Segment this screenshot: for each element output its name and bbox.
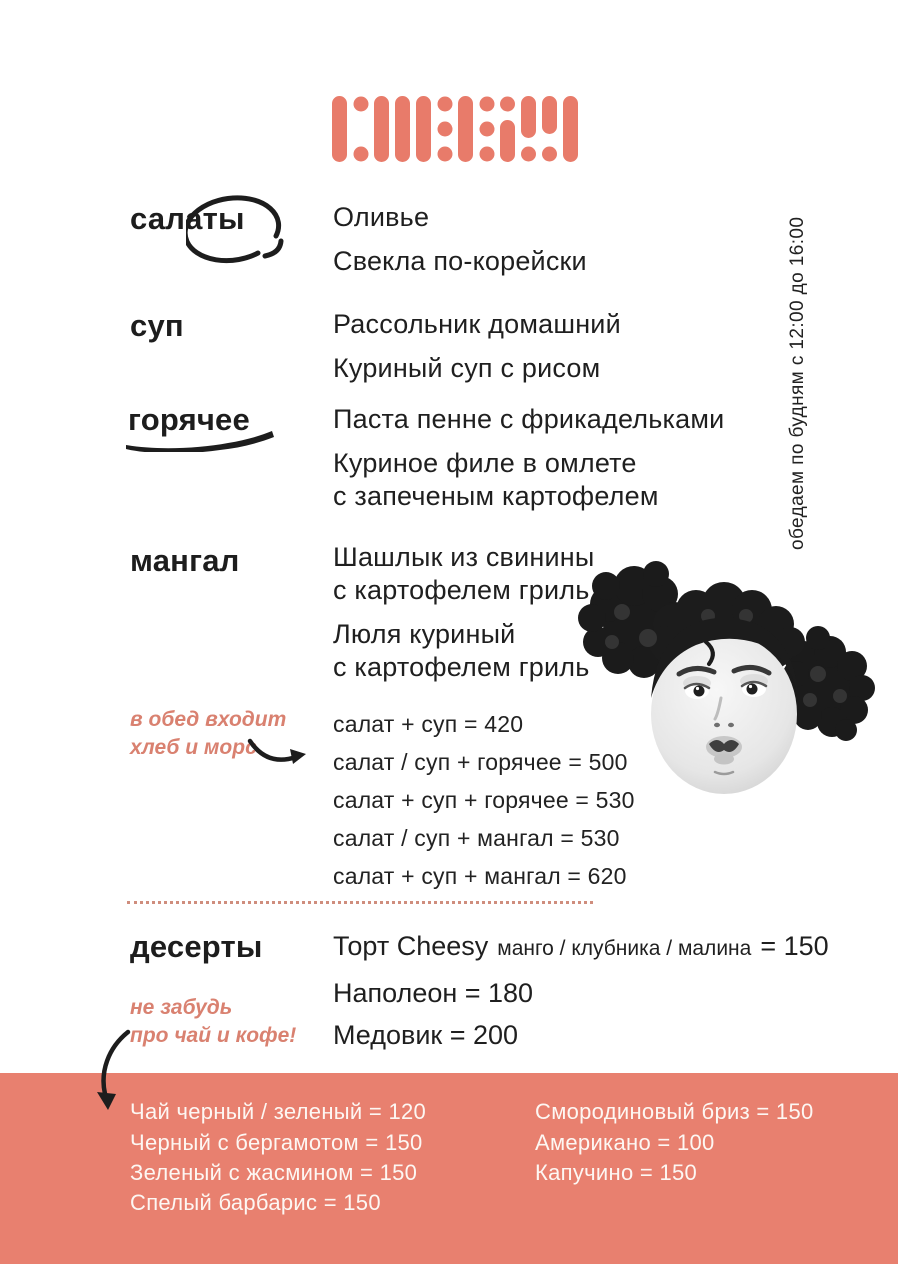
drink-item: Черный с бергамотом = 150	[130, 1130, 423, 1155]
dessert-item: Медовик = 200	[333, 1020, 519, 1050]
category-hot: горячее	[128, 402, 250, 437]
note-line: в обед входит	[130, 708, 287, 731]
menu-item	[333, 618, 589, 684]
drink-item: Американо = 100	[535, 1130, 715, 1155]
menu-item: Рассольник домашний	[333, 309, 621, 339]
category-grill: мангал	[130, 543, 240, 578]
menu-item-line: Люля куриный	[333, 619, 516, 649]
menu-item	[333, 541, 595, 607]
cake-name: Торт Cheesy	[333, 931, 489, 961]
dessert-cake-line	[333, 931, 829, 962]
arrow-right-icon	[246, 736, 312, 770]
cake-price: = 150	[760, 931, 829, 961]
drink-item: Спелый барбарис = 150	[130, 1190, 381, 1215]
drink-item: Капучино = 150	[535, 1160, 698, 1185]
girl-photo	[578, 546, 878, 818]
category-desserts: десерты	[130, 929, 263, 964]
menu-item	[333, 447, 659, 513]
menu-item-line: с картофелем гриль	[333, 575, 590, 605]
category-soup: суп	[130, 308, 184, 343]
cheesy-logo-icon	[332, 96, 578, 164]
combo-price: салат + суп + мангал = 620	[333, 863, 627, 889]
lunch-hours-note: обедаем по будням с 12:00 до 16:00	[787, 216, 808, 550]
menu-item: Свекла по-корейски	[333, 246, 587, 276]
menu-item: Оливье	[333, 202, 430, 232]
category-salads: салаты	[130, 201, 245, 236]
combo-price: салат + суп + горячее = 530	[333, 787, 635, 813]
menu-item-line: Шашлык из свинины	[333, 542, 595, 572]
combo-price: салат / суп + мангал = 530	[333, 825, 620, 851]
combo-price: салат / суп + горячее = 500	[333, 749, 628, 775]
cake-variants: манго / клубника / малина	[497, 937, 752, 960]
combo-price: салат + суп = 420	[333, 711, 524, 737]
drink-item: Смородиновый бриз = 150	[535, 1099, 814, 1124]
note-line: не забудь	[130, 996, 233, 1019]
menu-item: Паста пенне с фрикадельками	[333, 404, 725, 434]
drink-item: Чай черный / зеленый = 120	[130, 1099, 427, 1124]
menu-item: Куриный суп с рисом	[333, 353, 601, 383]
drink-item: Зеленый с жасмином = 150	[130, 1160, 418, 1185]
menu-item-line: Куриное филе в омлете	[333, 448, 637, 478]
tea-coffee-note	[130, 994, 296, 1050]
cheesy-logo	[332, 96, 578, 164]
menu-item-line: с картофелем гриль	[333, 652, 590, 682]
menu-item-line: с запеченым картофелем	[333, 481, 659, 511]
circle-doodle-icon	[186, 189, 296, 265]
note-line: хлеб и морс	[130, 736, 257, 759]
dotted-divider	[127, 901, 593, 904]
underline-doodle-icon	[124, 430, 276, 452]
note-line: про чай и кофе!	[130, 1024, 297, 1047]
dessert-item: Наполеон = 180	[333, 978, 534, 1008]
